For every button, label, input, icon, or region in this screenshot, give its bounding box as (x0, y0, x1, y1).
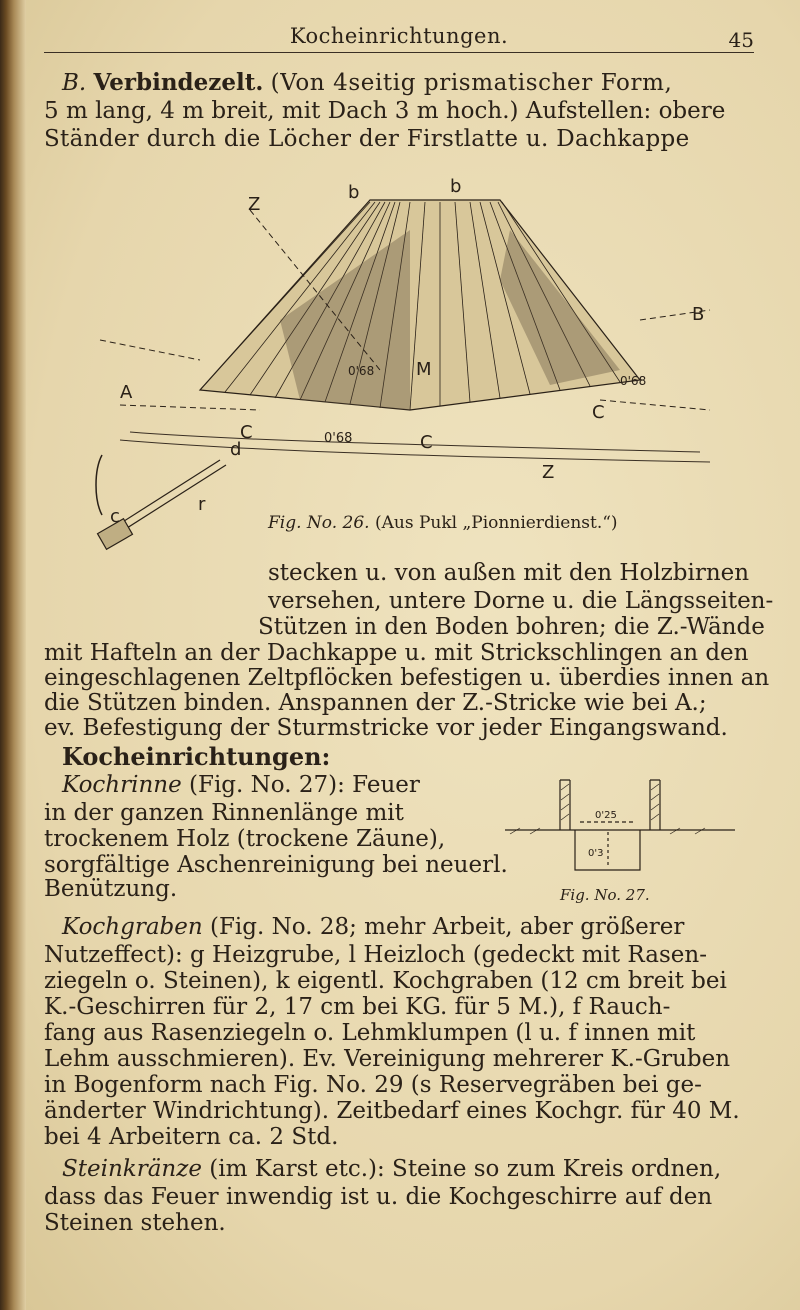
kochrinne-line-3: trockenem Holz (trockene Zäune), (44, 826, 446, 852)
svg-text:M: M (416, 359, 432, 380)
kochgraben-line-1: Kochgraben (Fig. No. 28; mehr Arbeit, aber größerer (62, 914, 685, 940)
book-spine-edge (0, 0, 26, 1310)
kochgraben-line-8: änderter Windrichtung). Zeitbedarf eines Kochgr. für 40 M. (44, 1098, 740, 1124)
figure-27-caption: Fig. No. 27. (560, 886, 650, 904)
continuation-line-7: ev. Befestigung der Sturmstricke vor jeder Eingangswand. (44, 715, 728, 741)
svg-text:0'68: 0'68 (348, 364, 375, 378)
kochrinne-diagram (500, 760, 740, 910)
running-header (44, 18, 754, 53)
continuation-line-1: stecken u. von außen mit den Holzbirnen (268, 560, 750, 586)
continuation-line-6: die Stützen binden. Anspannen der Z.-Stricke wie bei A.; (44, 690, 707, 716)
figure-27-width-label: 0'25 (595, 810, 617, 821)
steinkraenze-line-1: Steinkränze (im Karst etc.): Steine so zum Kreis ordnen, (62, 1156, 722, 1182)
kochgraben-line-9: bei 4 Arbeitern ca. 2 Std. (44, 1124, 339, 1150)
continuation-line-2: versehen, untere Dorne u. die Längsseiten- (268, 588, 774, 614)
kochrinne-line-5: Benützung. (44, 876, 178, 902)
page-number: 45 (728, 28, 754, 52)
continuation-line-5: eingeschlagenen Zeltpflöcken befestigen u. überdies innen an (44, 665, 770, 691)
svg-text:Z: Z (248, 194, 261, 215)
section-heading: Kocheinrichtungen: (62, 742, 331, 771)
svg-text:b: b (450, 176, 462, 197)
figure-26-caption: Fig. No. 26. (Aus Pukl „Pionnierdienst.“) (268, 513, 618, 533)
svg-text:0'68: 0'68 (620, 374, 647, 388)
continuation-line-3: Stützen in den Boden bohren; die Z.-Wände (258, 614, 765, 640)
kochrinne-line-2: in der ganzen Rinnenlänge mit (44, 800, 404, 826)
continuation-line-4: mit Hafteln an der Dachkappe u. mit Strickschlingen an den (44, 640, 749, 666)
kochrinne-line-1: Kochrinne (Fig. No. 27): Feuer (62, 772, 420, 798)
svg-text:B: B (692, 304, 705, 325)
kochgraben-line-5: fang aus Rasenziegeln o. Lehmklumpen (l u. f innen mit (44, 1020, 696, 1046)
intro-line-3: Ständer durch die Löcher der Firstlatte u. Dachkappe (44, 126, 690, 152)
svg-text:C: C (420, 432, 433, 453)
kochgraben-line-4: K.-Geschirren für 2, 17 cm bei KG. für 5 M.), f Rauch- (44, 994, 671, 1020)
svg-text:d: d (230, 439, 242, 460)
svg-text:A: A (120, 382, 133, 403)
steinkraenze-line-2: dass das Feuer inwendig ist u. die Kochgeschirre auf den (44, 1184, 713, 1210)
kochgraben-line-3: ziegeln o. Steinen), k eigentl. Kochgraben (12 cm breit bei (44, 968, 727, 994)
steinkraenze-line-3: Steinen stehen. (44, 1210, 226, 1236)
svg-text:r: r (198, 494, 206, 515)
svg-text:c: c (110, 506, 120, 527)
figure-27-depth-label: 0'3 (588, 848, 604, 859)
intro-line-1: B. Verbindezelt. (Von 4seitig prismatischer Form, (62, 69, 673, 96)
kochgraben-line-6: Lehm ausschmieren). Ev. Vereinigung mehrerer K.-Gruben (44, 1046, 731, 1072)
kochgraben-line-2: Nutzeffect): g Heizgrube, l Heizloch (gedeckt mit Rasen- (44, 942, 707, 968)
svg-text:C: C (592, 402, 605, 423)
kochgraben-line-7: in Bogenform nach Fig. No. 29 (s Reservegräben bei ge- (44, 1072, 702, 1098)
svg-text:0'68: 0'68 (324, 431, 353, 446)
svg-text:C: C (240, 422, 253, 443)
svg-text:Z: Z (542, 462, 555, 483)
kochrinne-line-4: sorgfältige Aschenreinigung bei neuerl. (44, 852, 508, 878)
intro-line-2: 5 m lang, 4 m breit, mit Dach 3 m hoch.) Aufstellen: obere (44, 98, 726, 124)
svg-text:b: b (348, 182, 360, 203)
running-title: Kocheinrichtungen. (289, 24, 509, 48)
